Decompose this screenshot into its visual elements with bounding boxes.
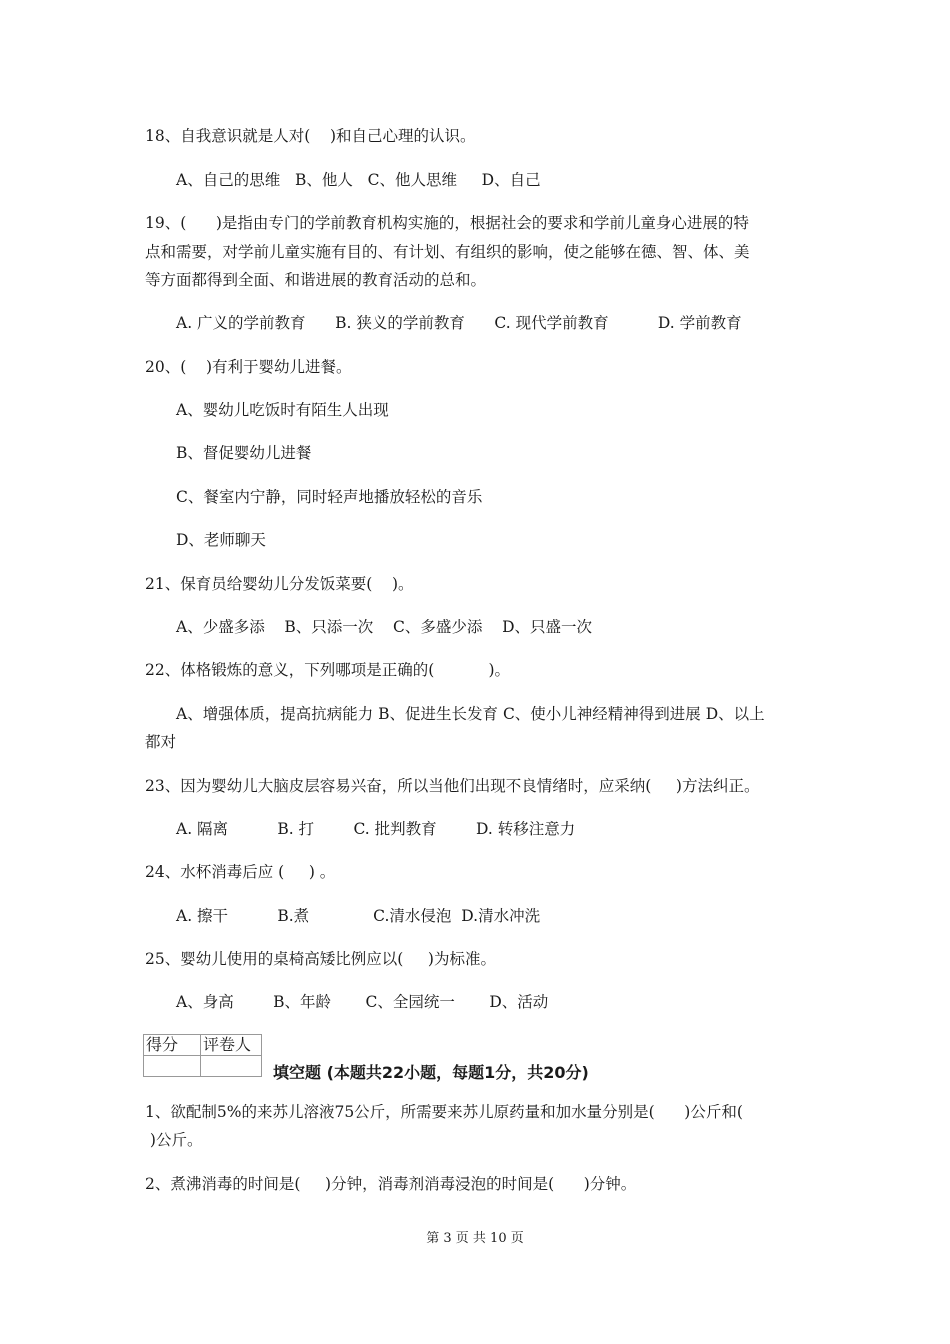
question-23-stem: 23、因为婴幼儿大脑皮层容易兴奋，所以当他们出现不良情绪时，应采纳( )方法纠正。 xyxy=(145,777,760,795)
question-20-option-d: D、老师聊天 xyxy=(176,531,266,549)
question-23-options: A. 隔离 B. 打 C. 批判教育 D. 转移注意力 xyxy=(176,820,576,838)
question-24-options: A. 擦干 B.煮 C.清水侵泡 D.清水冲洗 xyxy=(176,907,541,925)
question-24-stem: 24、水杯消毒后应 ( ) 。 xyxy=(145,863,336,881)
page-footer: 第 3 页 共 10 页 xyxy=(426,1231,524,1246)
fill-question-1-line-1: 1、欲配制5%的来苏儿溶液75公斤，所需要来苏儿原药量和加水量分别是( )公斤和( xyxy=(145,1103,743,1121)
question-22-options-line-1: A、增强体质，提高抗病能力 B、促进生长发育 C、使小儿神经精神得到进展 D、以上 xyxy=(176,705,765,723)
fill-question-2: 2、煮沸消毒的时间是( )分钟，消毒剂消毒浸泡的时间是( )分钟。 xyxy=(145,1175,637,1193)
question-20-stem: 20、( )有利于婴幼儿进餐。 xyxy=(145,358,352,376)
grader-cell xyxy=(201,1056,262,1077)
question-19-stem-line-2: 点和需要，对学前儿童实施有目的、有计划、有组织的影响，使之能够在德、智、体、美 xyxy=(145,243,750,261)
question-25-stem: 25、婴幼儿使用的桌椅高矮比例应以( )为标准。 xyxy=(145,950,496,968)
question-20-option-c: C、餐室内宁静，同时轻声地播放轻松的音乐 xyxy=(176,488,483,506)
section-title: 填空题 (本题共22小题，每题1分，共20分) xyxy=(273,1063,589,1082)
question-25-options: A、身高 B、年龄 C、全园统一 D、活动 xyxy=(176,993,549,1011)
question-21-stem: 21、保育员给婴幼儿分发饭菜要( )。 xyxy=(145,575,414,593)
score-table xyxy=(143,1034,262,1077)
question-20-option-a: A、婴幼儿吃饭时有陌生人出现 xyxy=(176,401,389,419)
score-header: 得分 xyxy=(144,1035,201,1056)
fill-question-1-line-2: )公斤。 xyxy=(145,1131,203,1149)
question-22-stem: 22、体格锻炼的意义，下列哪项是正确的( )。 xyxy=(145,661,511,679)
question-20-option-b: B、督促婴幼儿进餐 xyxy=(176,444,312,462)
question-22-options-line-2: 都对 xyxy=(145,733,177,751)
question-19-options: A. 广义的学前教育 B. 狭义的学前教育 C. 现代学前教育 D. 学前教育 xyxy=(176,314,742,332)
question-18-stem: 18、自我意识就是人对( )和自己心理的认识。 xyxy=(145,127,476,145)
grader-header: 评卷人 xyxy=(201,1035,262,1056)
score-cell xyxy=(144,1056,201,1077)
question-21-options: A、少盛多添 B、只添一次 C、多盛少添 D、只盛一次 xyxy=(176,618,592,636)
question-19-stem-line-1: 19、( )是指由专门的学前教育机构实施的，根据社会的要求和学前儿童身心进展的特 xyxy=(145,214,749,232)
question-19-stem-line-3: 等方面都得到全面、和谐进展的教育活动的总和。 xyxy=(145,271,487,289)
question-18-options: A、自己的思维 B、他人 C、他人思维 D、自己 xyxy=(176,171,541,189)
